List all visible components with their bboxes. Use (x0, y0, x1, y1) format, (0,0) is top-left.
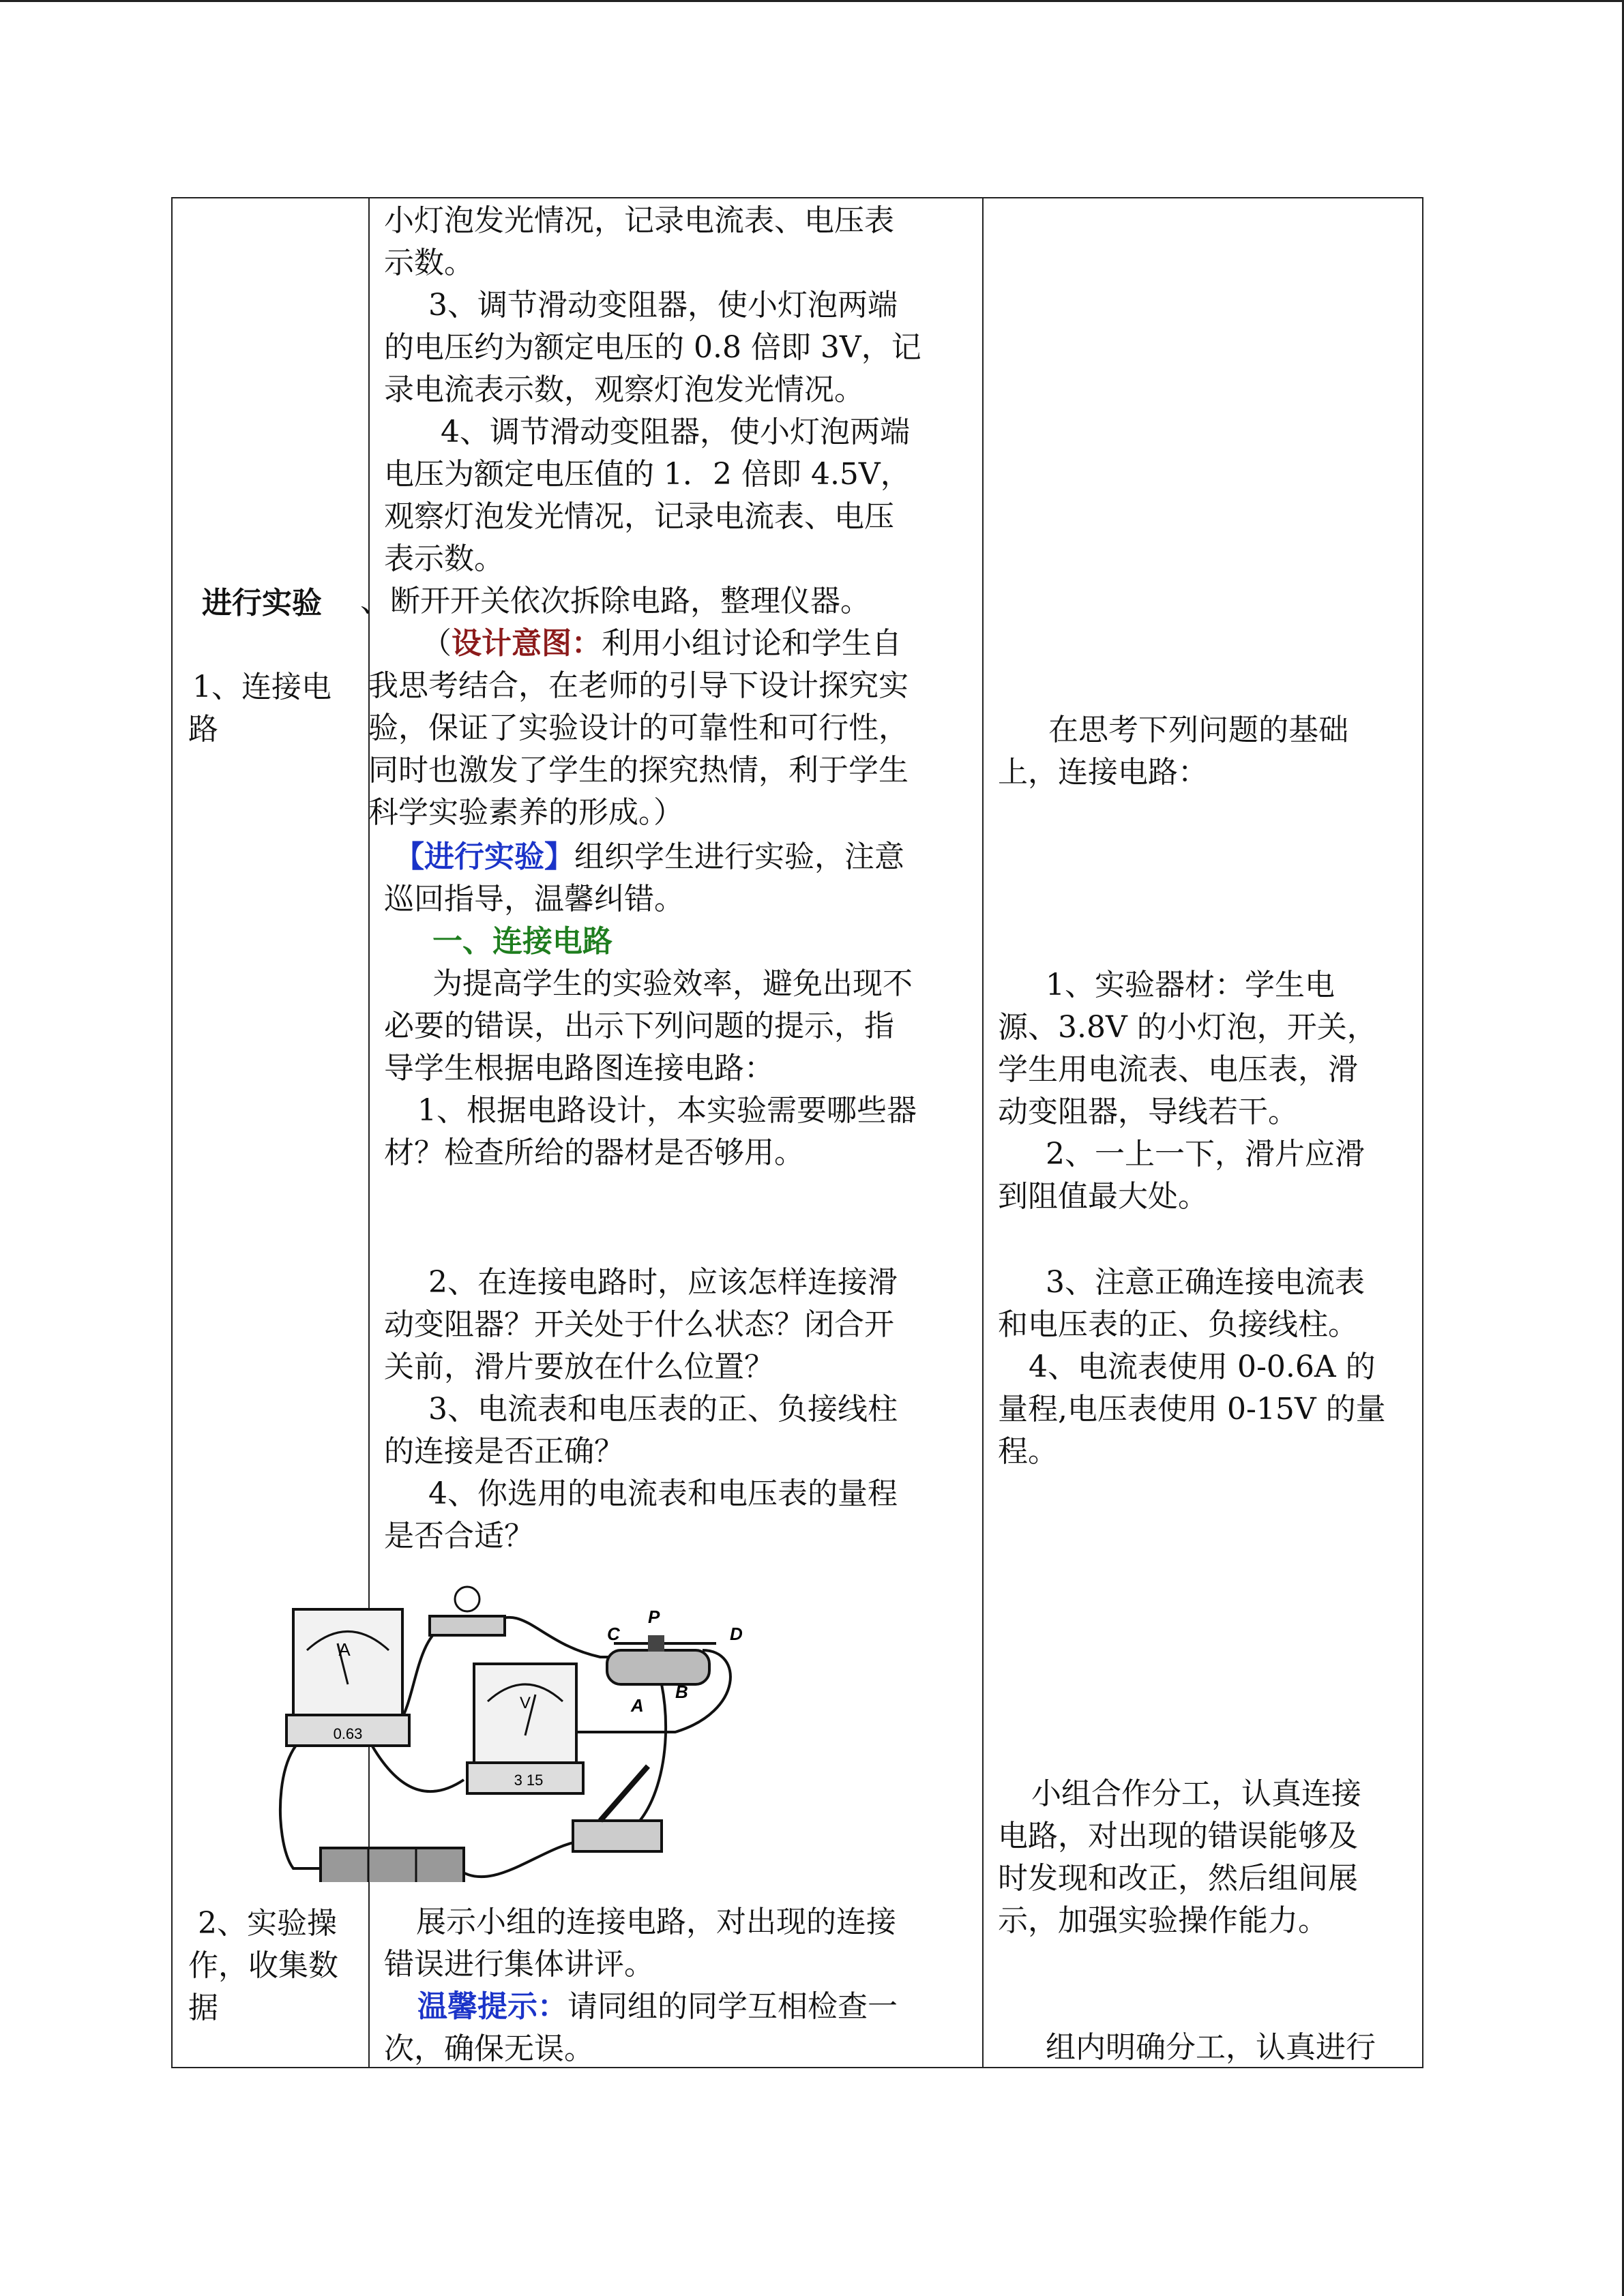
lamp (430, 1587, 505, 1635)
mid-text-line: 关前，滑片要放在什么位置？ (384, 1350, 774, 1384)
mid-text-line: 的电压约为额定电压的 0.8 倍即 3V，记 (384, 330, 921, 365)
mid-text-line: 小灯泡发光情况，记录电流表、电压表 (384, 203, 894, 238)
experiment-line: 巡回指导，温馨纠错。 (384, 882, 684, 916)
mid-text-line: 材？检查所给的器材是否够用。 (384, 1135, 804, 1170)
terminal-d-label: D (730, 1624, 743, 1644)
design-intent-label: 设计意图： (452, 626, 602, 661)
design-intent-line (422, 623, 902, 665)
slider-p-label: P (648, 1607, 660, 1627)
page-top-border (0, 0, 1624, 2)
right-text-line: 1、实验器材：学生电 (1046, 968, 1335, 1002)
right-text-line: 源、3.8V 的小灯泡，开关， (998, 1010, 1377, 1045)
step2-label-line3: 据 (188, 1991, 218, 2025)
circuit-wire (457, 1841, 580, 1877)
ammeter-symbol: A (338, 1639, 351, 1660)
right-text-line: 量程,电压表使用 0-15V 的量 (998, 1392, 1386, 1427)
design-intent-line: 科学实验素养的形成。） (368, 795, 683, 830)
mid-text-line: 导学生根据电路图连接电路： (384, 1051, 774, 1086)
voltmeter-range-label: 3 15 (514, 1772, 544, 1789)
mid-text-line: 表示数。 (384, 541, 504, 576)
mid-text-line: 2、在连接电路时，应该怎样连接滑 (428, 1265, 898, 1300)
right-text-line: 程。 (998, 1434, 1058, 1469)
right-text-line: 在思考下列问题的基础 (1048, 713, 1348, 747)
right-text-line: 到阻值最大处。 (998, 1179, 1208, 1214)
design-intent-line: 验，保证了实验设计的可靠性和可行性， (368, 711, 909, 745)
step1-label-line2: 路 (188, 712, 218, 747)
right-text-line: 学生用电流表、电压表，滑 (998, 1052, 1358, 1087)
right-text-line: 示，加强实验操作能力。 (998, 1903, 1328, 1938)
right-text-line: 电路，对出现的错误能够及 (998, 1819, 1358, 1853)
design-intent-line: 我思考结合，在老师的引导下设计探究实 (368, 668, 909, 703)
mid-text-line: 、断开开关依次拆除电路，整理仪器。 (360, 584, 870, 618)
mid-text-line: 必要的错误，出示下列问题的提示，指 (384, 1009, 894, 1043)
column-divider-2 (982, 198, 984, 2067)
right-text-line: 小组合作分工，认真连接 (1031, 1776, 1361, 1811)
right-text-line: 4、电流表使用 0-0.6A 的 (1029, 1350, 1376, 1384)
circuit-wire (491, 1617, 621, 1657)
mid-text-line: 动变阻器？开关处于什么状态？闭合开 (384, 1307, 894, 1342)
mid-text-line: 3、调节滑动变阻器，使小灯泡两端 (428, 288, 898, 323)
tip-line: 次，确保无误。 (384, 2031, 594, 2066)
ammeter (286, 1609, 409, 1746)
design-intent-line: 同时也激发了学生的探究热情，利于学生 (368, 753, 909, 788)
mid-text-line: 1、根据电路设计，本实验需要哪些器 (417, 1093, 917, 1128)
ammeter-range-label: 0.63 (333, 1725, 363, 1742)
mid-text-line: 展示小组的连接电路，对出现的连接 (416, 1905, 896, 1939)
mid-text-line: 3、电流表和电压表的正、负接线柱 (428, 1392, 898, 1427)
right-text-line: 时发现和改正，然后组间展 (998, 1861, 1358, 1896)
experiment-line (394, 836, 904, 878)
circuit-figure (266, 1575, 774, 1882)
mid-text-line: 电压为额定电压值的 1．2 倍即 4.5V， (384, 457, 911, 492)
terminal-b-label: B (675, 1682, 688, 1702)
right-text-line: 动变阻器，导线若干。 (998, 1094, 1298, 1129)
right-text-line: 组内明确分工，认真进行 (1046, 2030, 1376, 2065)
right-text-line: 上，连接电路： (998, 755, 1208, 790)
tip-text: 请同组的同学互相检查一 (567, 1989, 898, 2024)
mid-text-line: 的连接是否正确？ (384, 1434, 624, 1469)
voltmeter (467, 1664, 583, 1793)
design-intent-text: 利用小组讨论和学生自 (602, 626, 902, 661)
mid-text-line: 观察灯泡发光情况，记录电流表、电压 (384, 499, 894, 534)
terminal-c-label: C (607, 1624, 620, 1644)
step1-label-line1: 1、连接电 (192, 670, 331, 704)
mid-text-line: 4、你选用的电流表和电压表的量程 (428, 1476, 898, 1511)
mid-text-line: 错误进行集体讲评。 (384, 1947, 654, 1982)
mid-text-line: 为提高学生的实验效率，避免出现不 (432, 966, 913, 1001)
mid-text-line: 示数。 (384, 245, 474, 280)
step2-label-line1: 2、实验操 (198, 1906, 337, 1941)
right-text-line: 2、一上一下，滑片应滑 (1046, 1137, 1365, 1172)
battery (321, 1848, 464, 1882)
experiment-text: 组织学生进行实验，注意 (574, 839, 904, 874)
terminal-a-label: A (631, 1695, 644, 1716)
design-open-paren: （ (422, 626, 452, 661)
step2-label-line2: 作，收集数 (188, 1948, 338, 1983)
tip-label: 温馨提示： (417, 1989, 567, 2024)
mid-text-line: 是否合适？ (384, 1519, 534, 1553)
stage-heading: 进行实验 (202, 586, 322, 621)
mid-text-line: 4、调节滑动变阻器，使小灯泡两端 (441, 415, 910, 449)
experiment-label: 【进行实验】 (394, 839, 574, 874)
right-text-line: 3、注意正确连接电流表 (1046, 1265, 1365, 1300)
mid-text-line: 录电流表示数，观察灯泡发光情况。 (384, 372, 864, 407)
voltmeter-symbol: V (519, 1694, 531, 1712)
tip-line (417, 1986, 898, 2028)
right-text-line: 和电压表的正、负接线柱。 (998, 1307, 1358, 1342)
section-title: 一、连接电路 (432, 924, 612, 959)
